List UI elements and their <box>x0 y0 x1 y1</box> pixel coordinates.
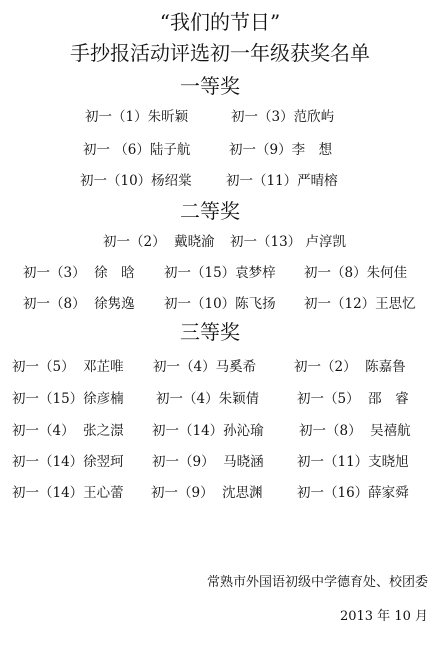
second-prize-row <box>0 263 440 283</box>
winner-entry: 初一（8）朱何佳 <box>304 265 408 281</box>
winner-entry: 初一（4）马奚希 <box>153 359 257 375</box>
winner-entry: 初一（2） 陈嘉鲁 <box>294 359 406 375</box>
winner-entry: 初一（16）薛家舜 <box>297 485 409 501</box>
first-prize-row <box>0 107 440 127</box>
second-prize-row <box>0 232 440 252</box>
third-prize-heading: 三等奖 <box>180 320 240 344</box>
winner-entry: 初一（14）徐翌珂 <box>12 454 124 470</box>
third-prize-row <box>0 452 440 472</box>
winner-entry: 初一（5） 邵 睿 <box>297 391 409 407</box>
second-prize-heading: 二等奖 <box>180 199 240 223</box>
winner-entry: 初一（9） 马晓涵 <box>152 454 264 470</box>
winner-entry: 初一（13） 卢淳凯 <box>230 234 346 250</box>
first-prize-heading: 一等奖 <box>180 74 240 98</box>
winner-entry: 初一（9） 沈思渊 <box>151 485 263 501</box>
winner-entry: 初一（8） 吴禧航 <box>299 423 411 439</box>
winner-entry: 初一（2） 戴晓渝 <box>103 234 215 250</box>
issue-date: 2013 年 10 月 <box>339 609 428 624</box>
first-prize-row <box>0 171 440 191</box>
third-prize-row <box>0 389 440 409</box>
first-prize-row <box>0 140 440 160</box>
third-prize-row <box>0 357 440 377</box>
winner-entry: 初一（14）王心蕾 <box>12 485 124 501</box>
third-prize-row <box>0 483 440 503</box>
document-title-line1: “我们的节日” <box>159 10 281 34</box>
winner-entry: 初一（15）徐彦楠 <box>12 391 124 407</box>
winner-entry: 初一（15）袁梦梓 <box>164 265 276 281</box>
issuing-organization: 常熟市外国语初级中学德育处、校团委 <box>206 575 428 590</box>
winner-entry: 初一（11）严晴榕 <box>226 173 338 189</box>
winner-entry: 初一（4）朱颖倩 <box>156 391 260 407</box>
winner-entry: 初一（5） 邓芷唯 <box>12 359 124 375</box>
winner-entry: 初一（10）陈飞扬 <box>164 296 276 312</box>
winner-entry: 初一（12）王思忆 <box>304 296 416 312</box>
winner-entry: 初一（3） 徐 晗 <box>23 265 135 281</box>
winner-entry: 初一（10）杨绍棠 <box>80 173 192 189</box>
document-title-line2: 手抄报活动评选初一年级获奖名单 <box>70 41 370 65</box>
winner-entry: 初一（11）支晓旭 <box>297 454 409 470</box>
winner-entry: 初一（1）朱昕颖 <box>85 109 189 125</box>
winner-entry: 初一（3）范欣屿 <box>231 109 335 125</box>
second-prize-row <box>0 294 440 314</box>
winner-entry: 初一（14）孙沁瑜 <box>152 423 264 439</box>
winner-entry: 初一 （6）陆子航 <box>83 142 191 158</box>
winner-entry: 初一（8） 徐隽逸 <box>23 296 135 312</box>
winner-entry: 初一（9）李 想 <box>229 142 333 158</box>
winner-entry: 初一（4） 张之澋 <box>12 423 124 439</box>
third-prize-row <box>0 421 440 441</box>
